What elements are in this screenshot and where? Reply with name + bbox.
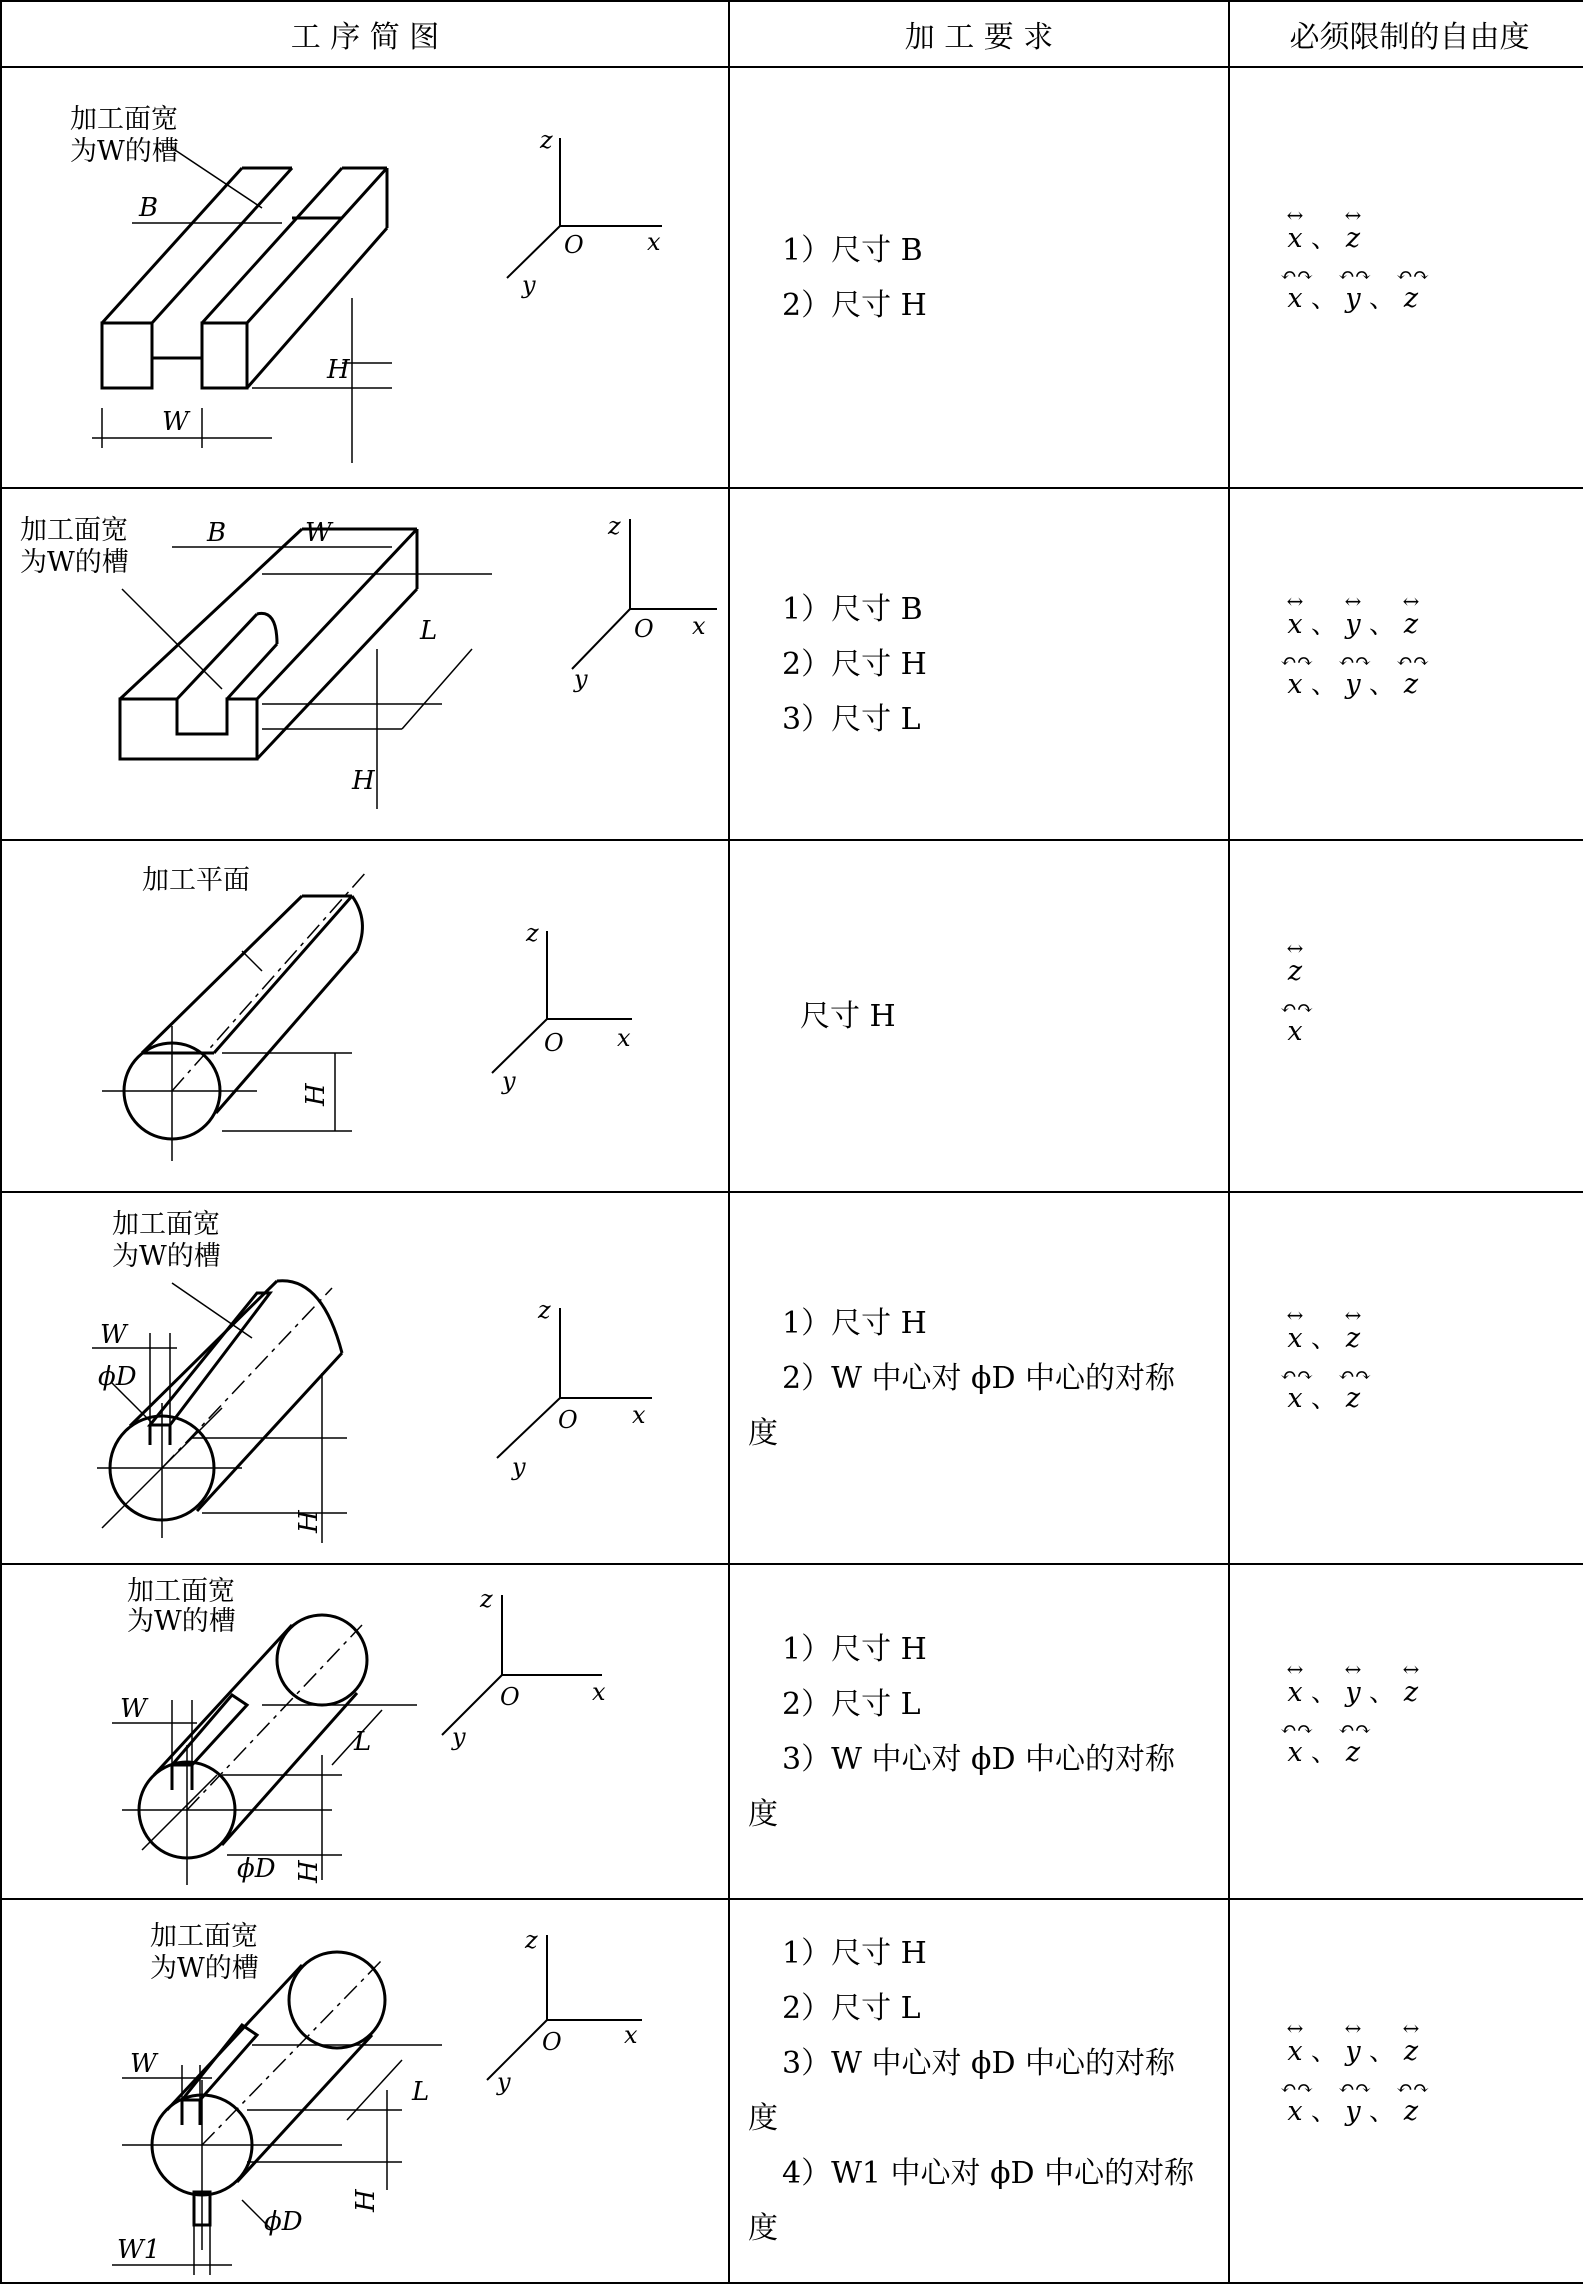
dof-move-z: z bbox=[1403, 1676, 1419, 1708]
requirement-item: 1）尺寸 B bbox=[782, 232, 923, 268]
axis-label-z: z bbox=[526, 919, 539, 947]
requirement-item: 3）W 中心对 ϕD 中心的对称 bbox=[782, 2046, 1176, 2081]
table-row bbox=[1, 488, 1583, 840]
sketch-cell bbox=[1, 840, 729, 1192]
sketch-note: 为W的槽 bbox=[70, 136, 179, 167]
axis-label-origin: O bbox=[542, 2028, 562, 2056]
dof-rot-x: x bbox=[1287, 669, 1303, 700]
axis-label-y: y bbox=[522, 271, 536, 299]
requirement-item: 3）尺寸 L bbox=[782, 701, 921, 737]
dof-move-z: z bbox=[1345, 1323, 1361, 1354]
header-sketch: 工 序 简 图 bbox=[1, 1, 729, 67]
requirements-cell bbox=[729, 840, 1229, 1192]
dim-label-h: H bbox=[301, 1083, 331, 1106]
dof-rot-z: z bbox=[1345, 1736, 1361, 1768]
sketch-drawing-2 bbox=[2, 489, 728, 835]
dim-label-phid: ϕD bbox=[237, 1854, 276, 1884]
requirement-item: 度 bbox=[748, 2101, 778, 2136]
requirements-cell bbox=[729, 1564, 1229, 1899]
sketch-note: 为W的槽 bbox=[127, 1606, 236, 1637]
axis-label-x: x bbox=[592, 1678, 606, 1706]
dof-cell: ↔ x 、 ↔ z ↶↷ x 、 ↶↷ y 、 ↶↷ z bbox=[1229, 67, 1583, 488]
sketch-cell bbox=[1, 488, 729, 840]
table-row bbox=[1, 840, 1583, 1192]
axis-label-z: z bbox=[538, 1296, 551, 1324]
dof-rot-z: z bbox=[1345, 1383, 1361, 1414]
header-requirements: 加 工 要 求 bbox=[729, 1, 1229, 67]
table-row bbox=[1, 1564, 1583, 1899]
axis-label-origin: O bbox=[634, 615, 654, 643]
requirement-item: 3）W 中心对 ϕD 中心的对称 bbox=[782, 1741, 1176, 1777]
axis-label-origin: O bbox=[558, 1406, 578, 1434]
dim-label-h: H bbox=[351, 2189, 381, 2212]
dim-label-l: L bbox=[420, 616, 438, 646]
requirement-item: 1）尺寸 H bbox=[782, 1936, 927, 1971]
axis-label-z: z bbox=[540, 126, 553, 154]
axis-label-y: y bbox=[574, 665, 588, 693]
dof-rot-x: x bbox=[1287, 2096, 1303, 2127]
dim-label-phid: ϕD bbox=[264, 2207, 303, 2237]
axis-label-x: x bbox=[617, 1024, 631, 1052]
dof-rot-x: x bbox=[1287, 1736, 1303, 1768]
sketch-note: 为W的槽 bbox=[150, 1953, 259, 1984]
dof-rot-z: z bbox=[1403, 282, 1419, 314]
axis-label-x: x bbox=[632, 1401, 646, 1429]
requirement-item: 度 bbox=[748, 1796, 778, 1832]
dof-rot-x: x bbox=[1287, 1016, 1303, 1047]
dof-move-x: x bbox=[1287, 1676, 1303, 1708]
dof-move-z: z bbox=[1287, 956, 1303, 987]
sketch-drawing-4 bbox=[2, 1193, 728, 1559]
requirement-item: 度 bbox=[748, 2211, 778, 2246]
sketch-cell bbox=[1, 67, 729, 488]
dim-label-w: W bbox=[120, 1694, 147, 1724]
dim-label-h: H bbox=[352, 766, 375, 796]
requirement-item: 度 bbox=[748, 1415, 778, 1451]
dim-label-h: H bbox=[294, 1860, 324, 1883]
dof-move-x: x bbox=[1287, 222, 1303, 254]
axis-label-z: z bbox=[525, 1926, 538, 1954]
sketch-cell bbox=[1, 1899, 729, 2283]
dof-move-z: z bbox=[1403, 609, 1419, 640]
requirement-item: 2）尺寸 L bbox=[782, 1686, 921, 1722]
sketch-note: 加工面宽 bbox=[20, 515, 128, 546]
dof-move-x: x bbox=[1287, 2036, 1303, 2067]
requirements-cell bbox=[729, 488, 1229, 840]
sketch-note: 为W的槽 bbox=[20, 547, 129, 578]
dof-move-z: z bbox=[1345, 222, 1361, 254]
table-row bbox=[1, 1192, 1583, 1564]
dof-move-y: y bbox=[1345, 609, 1361, 640]
dim-label-h: H bbox=[294, 1510, 324, 1533]
requirement-item: 4）W1 中心对 ϕD 中心的对称 bbox=[782, 2156, 1195, 2191]
axis-label-z: z bbox=[480, 1585, 493, 1613]
sketch-drawing-5 bbox=[2, 1565, 728, 1894]
dof-rot-y: y bbox=[1345, 282, 1361, 314]
requirement-item: 2）尺寸 H bbox=[782, 287, 927, 323]
axis-label-origin: O bbox=[564, 231, 584, 259]
sketch-drawing-6 bbox=[2, 1900, 728, 2278]
dof-rot-y: y bbox=[1345, 669, 1361, 700]
sketch-note: 加工面宽 bbox=[70, 104, 178, 135]
dim-label-w1: W1 bbox=[117, 2235, 161, 2265]
requirements-cell bbox=[729, 1192, 1229, 1564]
dof-move-y: y bbox=[1345, 1676, 1361, 1708]
requirements-cell bbox=[729, 1899, 1229, 2283]
dof-rot-z: z bbox=[1403, 669, 1419, 700]
dof-cell: ↔ x 、 ↔ y 、 ↔ z ↶↷ x 、 ↶↷ y 、 ↶↷ z bbox=[1229, 488, 1583, 840]
header-dof: 必须限制的自由度 bbox=[1229, 1, 1583, 67]
sketch-note: 加工平面 bbox=[142, 865, 250, 896]
axis-label-y: y bbox=[497, 2068, 511, 2096]
dof-move-x: x bbox=[1287, 1323, 1303, 1354]
requirement-item: 1）尺寸 B bbox=[782, 591, 923, 627]
dim-label-w: W bbox=[305, 518, 332, 548]
dof-move-y: y bbox=[1345, 2036, 1361, 2067]
table-row bbox=[1, 1899, 1583, 2283]
axis-label-origin: O bbox=[500, 1683, 520, 1711]
dim-label-h: H bbox=[327, 355, 350, 385]
requirement-item: 2）W 中心对 ϕD 中心的对称 bbox=[782, 1360, 1176, 1396]
requirement-item: 1）尺寸 H bbox=[782, 1305, 927, 1341]
dof-cell: ↔ x 、 ↔ y 、 ↔ z ↶↷ x 、 ↶↷ y 、 ↶↷ z bbox=[1229, 1899, 1583, 2283]
sketch-drawing-3 bbox=[2, 841, 728, 1187]
table-row bbox=[1, 67, 1583, 488]
dof-move-x: x bbox=[1287, 609, 1303, 640]
dim-label-w: W bbox=[100, 1320, 127, 1350]
requirement-item: 尺寸 H bbox=[800, 998, 896, 1034]
dim-label-phid: ϕD bbox=[98, 1362, 137, 1392]
dim-label-b: B bbox=[139, 193, 159, 223]
dim-label-b: B bbox=[207, 518, 227, 548]
axis-label-y: y bbox=[452, 1723, 466, 1751]
axis-label-y: y bbox=[502, 1067, 516, 1095]
sketch-note: 加工面宽 bbox=[150, 1921, 258, 1952]
sketch-drawing-1 bbox=[2, 68, 728, 483]
dof-rot-y: y bbox=[1345, 2096, 1361, 2127]
dim-label-w: W bbox=[162, 407, 189, 437]
dof-cell: ↔ z ↶↷ x bbox=[1229, 840, 1583, 1192]
dim-label-l: L bbox=[354, 1727, 372, 1757]
dof-cell: ↔ x 、 ↔ y 、 ↔ z ↶↷ x 、 ↶↷ z bbox=[1229, 1564, 1583, 1899]
dof-move-z: z bbox=[1403, 2036, 1419, 2067]
axis-label-y: y bbox=[512, 1453, 526, 1481]
axis-label-z: z bbox=[608, 512, 621, 540]
requirement-item: 1）尺寸 H bbox=[782, 1631, 927, 1667]
requirement-item: 2）尺寸 L bbox=[782, 1991, 921, 2026]
axis-label-x: x bbox=[692, 612, 706, 640]
dim-label-l: L bbox=[412, 2077, 430, 2107]
dof-rot-z: z bbox=[1403, 2096, 1419, 2127]
dof-cell: ↔ x 、 ↔ z ↶↷ x 、 ↶↷ z bbox=[1229, 1192, 1583, 1564]
dim-label-w: W bbox=[130, 2049, 157, 2079]
sketch-cell bbox=[1, 1564, 729, 1899]
sketch-note: 加工面宽 bbox=[112, 1209, 220, 1240]
axis-label-origin: O bbox=[544, 1029, 564, 1057]
axis-label-x: x bbox=[624, 2021, 638, 2049]
requirement-item: 2）尺寸 H bbox=[782, 646, 927, 682]
sketch-note: 加工面宽 bbox=[127, 1576, 235, 1607]
axis-label-x: x bbox=[647, 228, 661, 256]
sketch-cell bbox=[1, 1192, 729, 1564]
dof-rot-x: x bbox=[1287, 1383, 1303, 1414]
dof-rot-x: x bbox=[1287, 282, 1303, 314]
sketch-note: 为W的槽 bbox=[112, 1241, 221, 1272]
requirements-cell bbox=[729, 67, 1229, 488]
